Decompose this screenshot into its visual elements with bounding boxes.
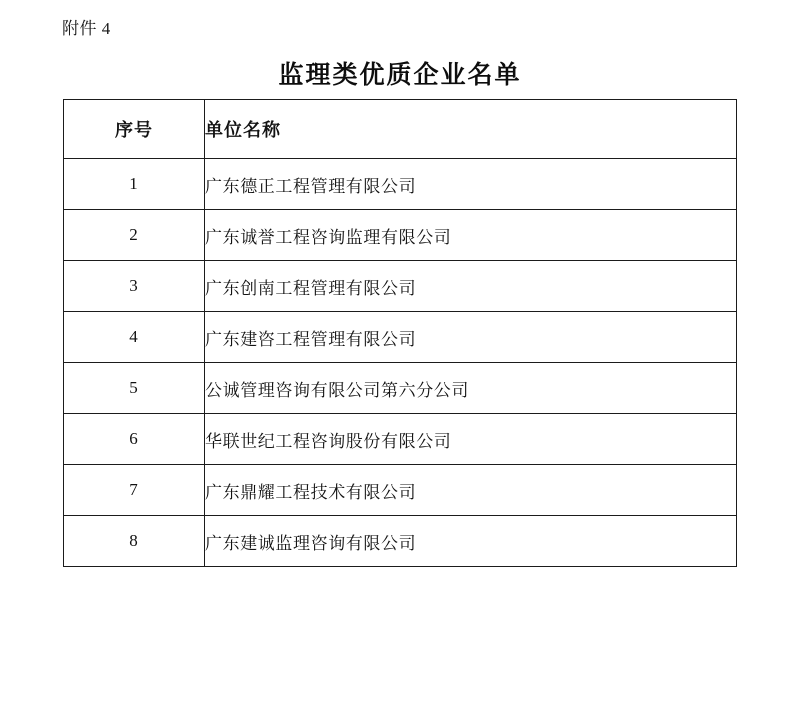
company-list-table <box>63 99 737 567</box>
table-row <box>64 516 737 567</box>
attachment-label: 附件 4 <box>62 19 111 38</box>
cell-index: 4 <box>64 312 205 363</box>
page-title: 监理类优质企业名单 <box>278 60 522 89</box>
table-header-row <box>64 100 737 159</box>
table-row <box>64 363 737 414</box>
cell-company-name: 公诚管理咨询有限公司第六分公司 <box>205 363 737 414</box>
cell-index: 6 <box>64 414 205 465</box>
cell-index: 8 <box>64 516 205 567</box>
cell-company-name: 广东建诚监理咨询有限公司 <box>205 516 737 567</box>
cell-index: 1 <box>64 159 205 210</box>
cell-company-name: 广东建咨工程管理有限公司 <box>205 312 737 363</box>
table-row <box>64 261 737 312</box>
cell-company-name: 华联世纪工程咨询股份有限公司 <box>205 414 737 465</box>
table-row <box>64 159 737 210</box>
table-row <box>64 414 737 465</box>
table-row <box>64 465 737 516</box>
cell-index: 2 <box>64 210 205 261</box>
cell-company-name: 广东创南工程管理有限公司 <box>205 261 737 312</box>
table-body <box>64 159 737 567</box>
cell-index: 7 <box>64 465 205 516</box>
column-header-name: 单位名称 <box>205 100 737 159</box>
cell-company-name: 广东诚誉工程咨询监理有限公司 <box>205 210 737 261</box>
cell-index: 3 <box>64 261 205 312</box>
cell-company-name: 广东鼎耀工程技术有限公司 <box>205 465 737 516</box>
table-row <box>64 312 737 363</box>
table-header <box>64 100 737 159</box>
cell-index: 5 <box>64 363 205 414</box>
company-list-table-wrapper <box>63 99 737 567</box>
table-row <box>64 210 737 261</box>
column-header-index: 序号 <box>64 100 205 159</box>
cell-company-name: 广东德正工程管理有限公司 <box>205 159 737 210</box>
